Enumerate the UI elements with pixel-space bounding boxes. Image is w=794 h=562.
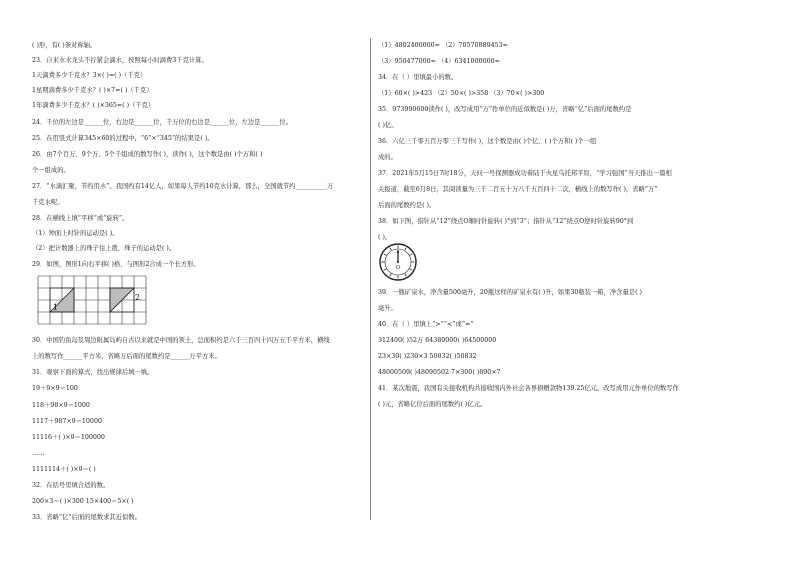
q33-items-2: （3）950477000≈ （4）6341000000≈ [378, 58, 500, 65]
q36-line2: 成的。 [378, 154, 397, 161]
q27-line2: 千克水呢。 [32, 199, 64, 206]
q25: 25．在用竖式计算345×60的过程中，“6”×“345”的结果是( )。 [32, 135, 214, 142]
q30-line2: 上的数写作______平方米，省略万后面的尾数约是______万平方米。 [32, 353, 221, 360]
q31-ellipsis: …… [32, 450, 45, 457]
q23-day: 1天滴费多少千克水？3×( )=( )（千克） [32, 72, 147, 79]
q40-stem: 40．在（ ）里填上“>”“<”或“=” [378, 321, 474, 328]
q34-stem: 34．在（ ）里填最小的数。 [378, 74, 458, 81]
q39-line1: 39．一瓶矿泉水，净含量500毫升，20瓶这样的矿泉水有( )升，如果30瓶装一箱，净含量是( ) [378, 289, 642, 296]
grid-figure [36, 274, 154, 326]
q31-eq2: 118＋98×9＝1000 [32, 402, 90, 409]
shape-1-label: 1 [53, 303, 59, 312]
q23-year: 1年滴费多少千克水？( )×365=( )（千克） [32, 102, 155, 109]
q26-line1: 26．由7个百万、9个万、5个千组成的数写作( )，读作( )，这个数是由( )个万和( ) [32, 151, 263, 158]
left-column [32, 0, 362, 562]
q35-line2: ( )亿。 [378, 122, 398, 129]
q37-line3: 后面的尾数约是( )。 [378, 202, 436, 209]
q24: 24．千位的左边是______位，右边是______位，千万位的右边是______位，左边是______位。 [32, 119, 292, 126]
q38-line1: 38．如下图，指针从“12”绕点O顺时针旋转( )°到“3”；指针从“12”绕点O逆时针旋转90°到 [378, 218, 634, 225]
clock-figure [378, 242, 418, 282]
q32-items: 200×3＝( )×300 15×400＝5×( ) [32, 498, 134, 505]
q36-line1: 36．六亿三千零五百万零三千写作( )，这个数是由( )个亿、( )个万和( )个一组 [378, 138, 597, 145]
q41-line2: ( )元，省略亿位后面的尾数约( )亿元。 [378, 401, 487, 408]
q29: 29．如图，图形1向右平移( )格，与图形2合成一个长方形。 [32, 261, 200, 268]
q40-row1: 312400( )52万 64380000( )64500000 [378, 337, 497, 344]
q31-eq3: 1117＋987×9＝10000 [32, 418, 102, 425]
q23-week: 1星期滴费多少千克水？( )×7=( )（千克） [32, 87, 153, 94]
q28-2: （2）把计数器上的珠子往上拨，珠子的运动是( )。 [32, 245, 176, 252]
q31-eq4: 11116＋( )×9＝100000 [32, 434, 105, 441]
q31-stem: 31．观察下面的算式，找出规律后填一填。 [32, 369, 154, 376]
q28-stem: 28．在横线上填“平移”或“旋转”。 [32, 215, 129, 222]
right-column [378, 0, 762, 562]
column-divider [370, 38, 371, 520]
q40-row2: 23×30( )230×3 50832( )50832 [378, 353, 477, 360]
q30-line1: 30．中国钓鱼岛及周边附属岛屿自古以来就是中国的领土，总面积约是六千三百四十四万五千平方米，横线 [32, 337, 330, 344]
q28-1: （1）钟面上时针的运动是( )。 [32, 230, 119, 237]
q34-items: （1）60×( )>423 （2）50×( )>358 （3）70×( )>300 [378, 90, 545, 97]
q38-line2: ( )。 [378, 234, 392, 241]
shape-2-label: 2 [135, 293, 141, 302]
q31-eq1: 19＋9×9＝100 [32, 385, 78, 392]
q22-tail: ( )形，有( )条对称轴。 [32, 42, 97, 49]
q32-stem: 32．在括号里填合适的数。 [32, 482, 110, 489]
clock-center-label: O [395, 265, 401, 271]
q41-line1: 41．某次地震，我国有关接收机构共接收国内外社会各界捐赠款物139.25亿元。改写成用元作单位的数写作 [378, 385, 679, 392]
q35-line1: 35．973990600读作( )，改写成用“万”作单位的近似数是( )万，省略“亿”后面的尾数约是 [378, 106, 632, 113]
q39-line2: 毫升。 [378, 305, 397, 312]
q37-line1: 37．2021年5月15日7时18分，天问一号探测器成功着陆于火星乌托邦平原，“学习强国”当天推出一篇相 [378, 170, 672, 177]
q27-line1: 27．“水滴汇聚，节约用水”。我国约有14亿人，如果每人节约10克水计算，那么，全国就节约__________万 [32, 183, 334, 190]
q37-line2: 关报道，截至6月8日，其阅读量为三千二百五十万八千五百四十二次，横线上的数写作( )，省略“万” [378, 186, 658, 193]
q26-line2: 个一组成的。 [32, 167, 70, 174]
q40-row3: 48000509( )48090502 7×300( )890×7 [378, 369, 501, 376]
q33-items-1: （1）4802400000≈ （2）70570889453≈ [378, 42, 508, 49]
q33-stem: 33．省略“亿”后面的尾数求其近似数。 [32, 514, 141, 521]
q23-stem: 23．自来水水龙头不拧紧会滴水，按照每小时滴费3千克计算。 [32, 57, 208, 64]
grid-lines [38, 276, 146, 324]
q31-eq5: 1111114＋( )×9＝( ) [32, 466, 96, 473]
clock-center [397, 261, 399, 263]
